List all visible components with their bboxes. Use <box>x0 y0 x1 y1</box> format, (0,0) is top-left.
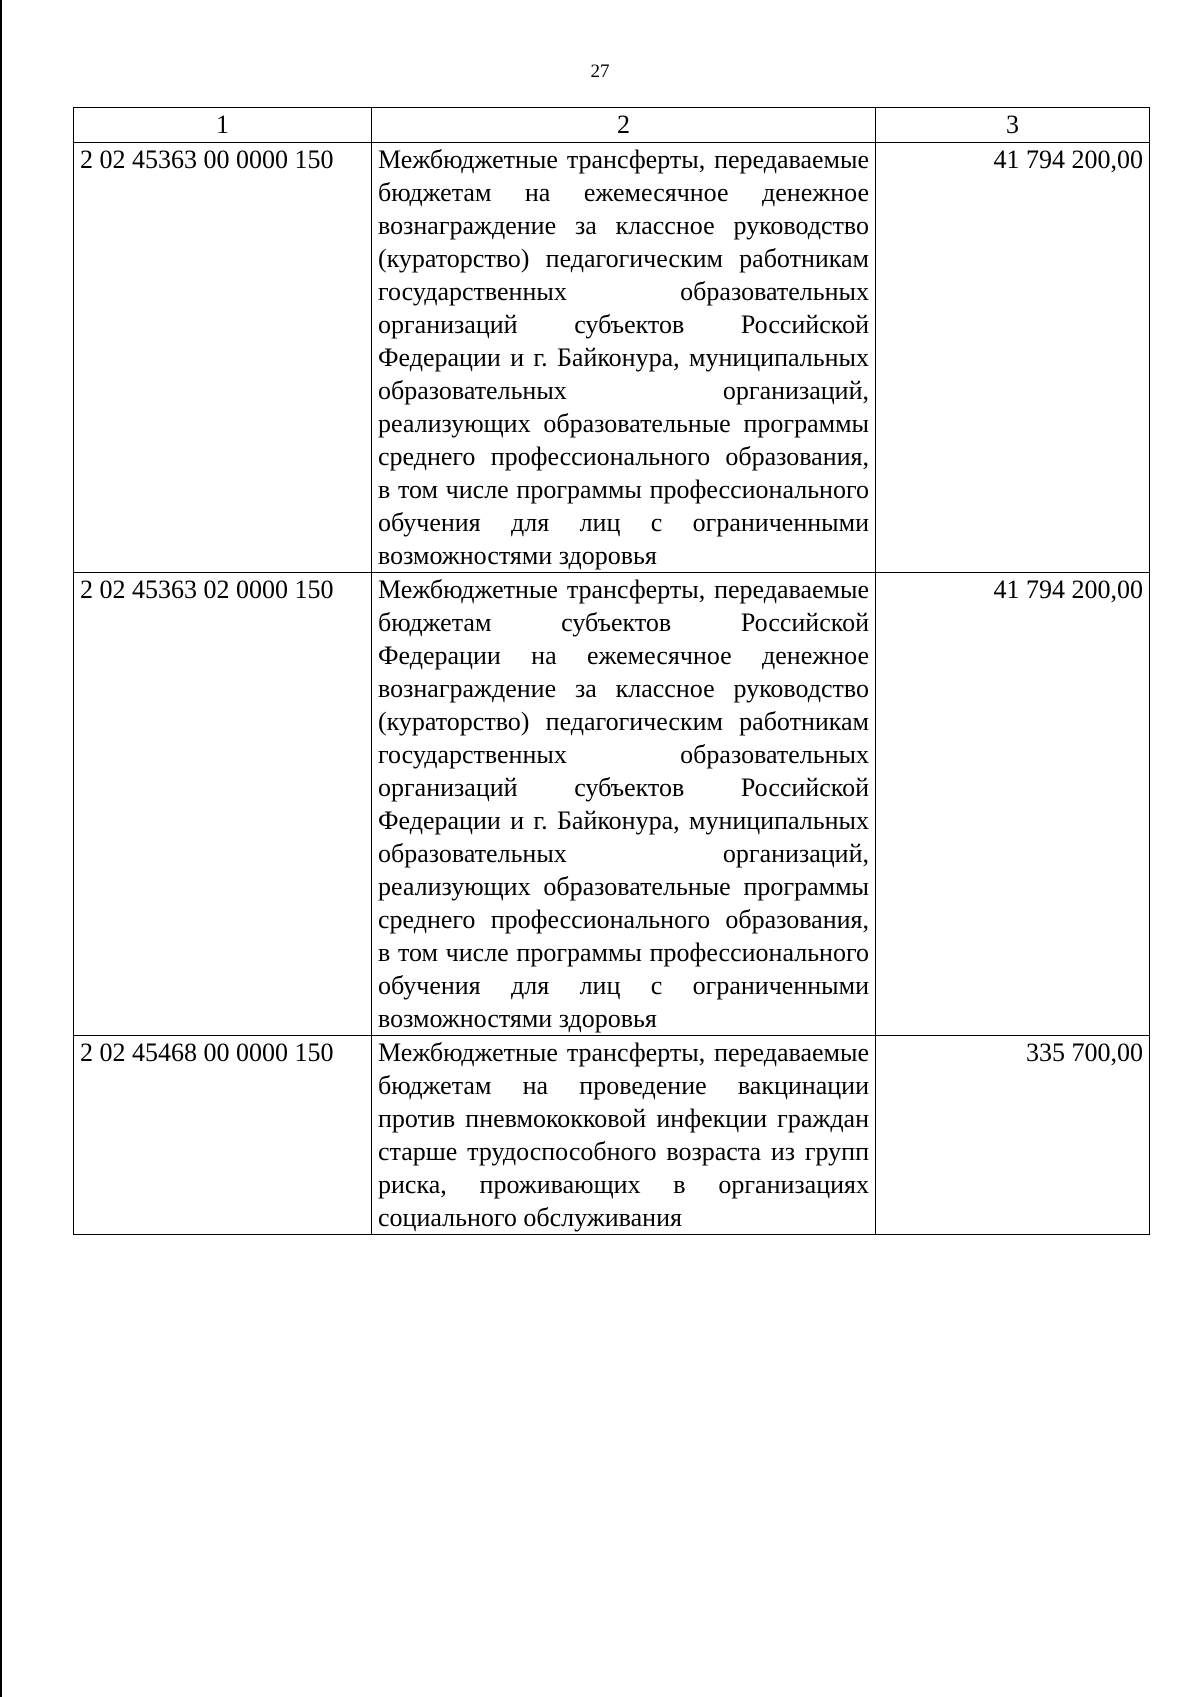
page-number: 27 <box>590 61 610 82</box>
description-cell: Межбюджетные трансферты, передаваемые бюджетам на проведение вакцинации против пневмококковой инфекции граждан старше трудоспособного возраста из групп риска, проживающих в организациях социального обслуживания <box>372 1036 876 1235</box>
budget-table <box>73 107 1150 1235</box>
budget-code-cell: 2 02 45363 00 0000 150 <box>74 143 372 573</box>
amount-cell: 41 794 200,00 <box>876 143 1150 573</box>
amount-cell: 335 700,00 <box>876 1036 1150 1235</box>
description-cell: Межбюджетные трансферты, передаваемые бюджетам на ежемесячное денежное вознаграждение за классное руководство (кураторство) педагогическим работникам государственных образовательных организаций субъектов Российской Федерации и г. Байконура, муниципальных образовательных организаций, реализующих образовательные программы среднего профессионального образования, в том числе программы профессионального обучения для лиц с ограниченными возможностями здоровья <box>372 143 876 573</box>
column-header-2: 2 <box>372 108 876 143</box>
table-row <box>74 573 1150 1036</box>
column-header-3: 3 <box>876 108 1150 143</box>
budget-code-cell: 2 02 45468 00 0000 150 <box>74 1036 372 1235</box>
table-row <box>74 1036 1150 1235</box>
column-header-1: 1 <box>74 108 372 143</box>
table-row <box>74 143 1150 573</box>
budget-code-cell: 2 02 45363 02 0000 150 <box>74 573 372 1036</box>
table-header-row <box>74 108 1150 143</box>
page-left-edge <box>0 0 2 1697</box>
amount-cell: 41 794 200,00 <box>876 573 1150 1036</box>
description-cell: Межбюджетные трансферты, передаваемые бюджетам субъектов Российской Федерации на ежемесячное денежное вознаграждение за классное руководство (кураторство) педагогическим работникам государственных образовательных организаций субъектов Российской Федерации и г. Байконура, муниципальных образовательных организаций, реализующих образовательные программы среднего профессионального образования, в том числе программы профессионального обучения для лиц с ограниченными возможностями здоровья <box>372 573 876 1036</box>
